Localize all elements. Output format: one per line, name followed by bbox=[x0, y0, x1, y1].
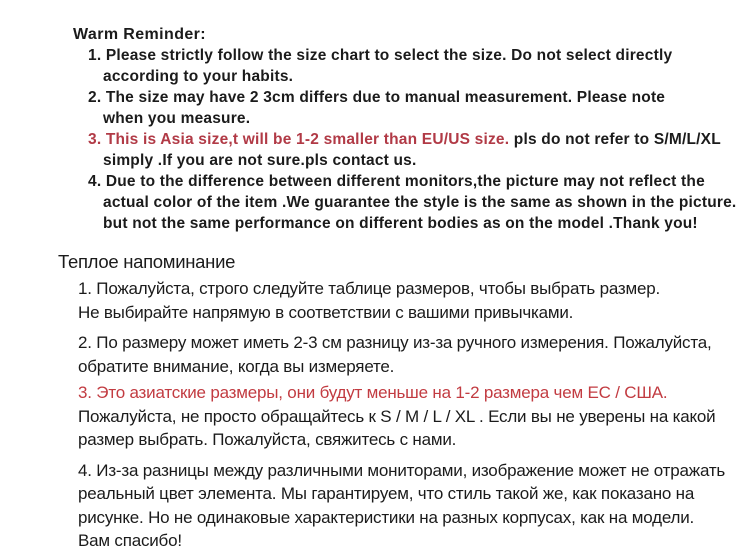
english-section bbox=[0, 0, 750, 234]
ru-item4 bbox=[78, 459, 750, 553]
en-item4-line3: but not the same performance on different bodies as on the model .Thank you! bbox=[103, 215, 698, 232]
ru-item1-line1: 1. Пожалуйста, строго следуйте таблице размеров, чтобы выбрать размер. bbox=[78, 279, 661, 298]
en-item3-red-warning: 3. This is Asia size,t will be 1-2 smaller than EU/US size. bbox=[88, 131, 510, 148]
ru-item3-red-warning: 3. Это азиатские размеры, они будут меньше на 1-2 размера чем ЕС / США. bbox=[78, 383, 668, 402]
ru-item2-line1: 2. По размеру может иметь 2-3 см разницу из-за ручного измерения. Пожалуйста, bbox=[78, 333, 712, 352]
en-item4-line2: actual color of the item .We guarantee the style is the same as shown in the picture. bbox=[103, 194, 737, 211]
en-item2-line2: when you measure. bbox=[103, 110, 251, 127]
ru-item2 bbox=[78, 331, 750, 378]
en-item1-line1: 1. Please strictly follow the size chart to select the size. Do not select directly bbox=[88, 47, 673, 64]
ru-item3-line2: Пожалуйста, не просто обращайтесь к S / M / L / XL . Если вы не уверены на какой bbox=[78, 406, 716, 426]
english-title: Warm Reminder: bbox=[73, 26, 207, 43]
en-item2-line1: 2. The size may have 2 3cm differs due to manual measurement. Please note bbox=[88, 89, 666, 106]
en-item3-line1 bbox=[88, 129, 750, 150]
ru-item4-line1: 4. Из-за разницы между различными мониторами, изображение может не отражать bbox=[78, 460, 726, 480]
ru-item3-line3: размер выбрать. Пожалуйста, свяжитесь с нами. bbox=[78, 430, 457, 449]
en-item1-line2: according to your habits. bbox=[103, 68, 294, 85]
ru-item1-line2: Не выбирайте напрямую в соответствии с вашими привычками. bbox=[78, 302, 574, 322]
en-item4-line1: 4. Due to the difference between different monitors,the picture may not reflect the bbox=[88, 173, 705, 190]
en-item3-line2: simply .If you are not sure.pls contact us. bbox=[103, 152, 417, 169]
ru-item4-line3: рисунке. Но не одинаковые характеристики на разных корпусах, как на модели. bbox=[78, 507, 695, 527]
en-item3-black-text: pls do not refer to S/M/L/XL bbox=[509, 131, 721, 148]
ru-item1 bbox=[78, 277, 750, 324]
russian-title: Теплое напоминание bbox=[58, 251, 236, 272]
russian-section bbox=[0, 249, 750, 553]
ru-item4-line4: Вам спасибо! bbox=[78, 531, 182, 550]
ru-item4-line2: реальный цвет элемента. Мы гарантируем, что стиль такой же, как показано на bbox=[78, 484, 695, 503]
ru-item2-line2: обратите внимание, когда вы измеряете. bbox=[78, 356, 395, 376]
ru-item3 bbox=[78, 381, 750, 452]
